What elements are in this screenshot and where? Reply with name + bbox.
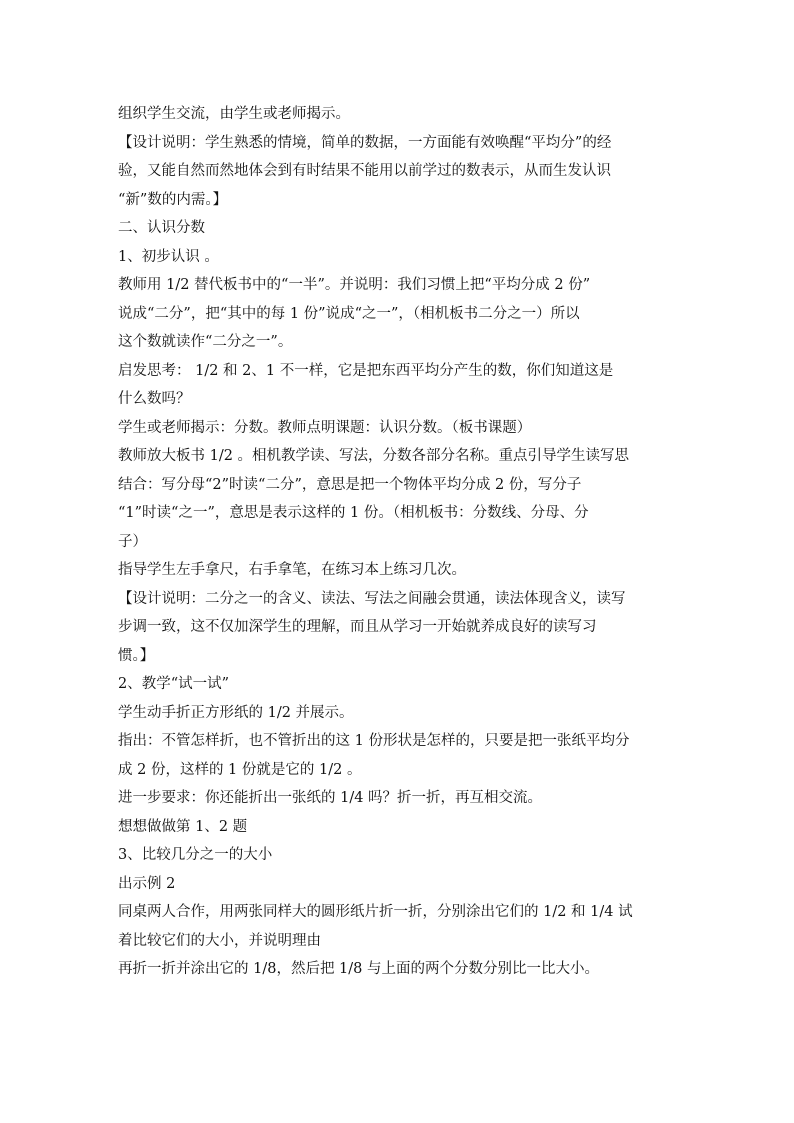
text-line: 再折一折并涂出它的 1/8，然后把 1/8 与上面的两个分数分别比一比大小。	[118, 961, 599, 977]
text-line: 教师用 1/2 替代板书中的“一半”。并说明：我们习惯上把“平均分成 2 份”	[118, 277, 591, 293]
text-line: 学生动手折正方形纸的 1/2 并展示。	[118, 704, 354, 721]
text-line: 什么数吗？	[118, 391, 191, 407]
text-line: 验，又能自然而然地体会到有时结果不能用以前学过的数表示，从而生发认识	[118, 163, 611, 179]
text-line: 着比较它们的大小，并说明理由	[118, 932, 321, 949]
section-heading: 二、认识分数	[118, 220, 205, 236]
subsection-heading: 2、教学“试一试”	[118, 676, 230, 692]
text-line: 【设计说明：二分之一的含义、读法、写法之间融会贯通，读法体现含义，读写	[118, 590, 626, 607]
subsection-heading: 3、比较几分之一的大小	[118, 847, 273, 863]
text-line: 同桌两人合作，用两张同样大的圆形纸片折一折，分别涂出它们的 1/2 和 1/4 试	[118, 904, 633, 920]
text-line: 出示例 2	[118, 875, 176, 892]
text-line: 结合：写分母“2”时读“二分”，意思是把一个物体平均分成 2 份，写分子	[118, 476, 582, 493]
text-line: 惯。】	[118, 647, 155, 664]
text-line: 步调一致，这不仅加深学生的理解，而且从学习一开始就养成良好的读写习	[118, 619, 597, 635]
text-line: 【设计说明：学生熟悉的情境，简单的数据，一方面能有效唤醒“平均分”的经	[118, 134, 612, 151]
text-line: “1”时读“之一”，意思是表示这样的 1 份。（相机板书：分数线、分母、分	[118, 505, 589, 521]
text-line: 组织学生交流，由学生或老师揭示。	[118, 106, 350, 122]
text-line: 成 2 份，这样的 1 份就是它的 1/2 。	[118, 761, 362, 778]
text-line: 这个数就读作“二分之一”。	[118, 334, 293, 350]
text-line: 指出：不管怎样折，也不管折出的这 1 份形状是怎样的，只要是把一张纸平均分	[118, 733, 630, 749]
document-body	[118, 100, 678, 984]
text-line: 子）	[118, 533, 147, 550]
text-line: 说成“二分”，把“其中的每 1 份”说成“之一”，（相机板书二分之一）所以	[118, 305, 580, 322]
text-line: 启发思考： 1/2 和 2、1 不一样，它是把东西平均分产生的数，你们知道这是	[118, 362, 614, 379]
text-line: “新”数的内需。】	[118, 191, 228, 208]
text-line: 学生或老师揭示：分数。教师点明课题：认识分数。（板书课题）	[118, 419, 532, 436]
text-line: 进一步要求：你还能折出一张纸的 1/4 吗？折一折，再互相交流。	[118, 790, 543, 806]
text-line: 教师放大板书 1/2 。相机教学读、写法，分数各部分名称。重点引导学生读写思	[118, 448, 630, 464]
subsection-heading: 1、初步认识 。	[118, 248, 219, 265]
text-line: 想想做做第 1、2 题	[118, 818, 248, 835]
text-line: 指导学生左手拿尺，右手拿笔，在练习本上练习几次。	[118, 562, 466, 578]
